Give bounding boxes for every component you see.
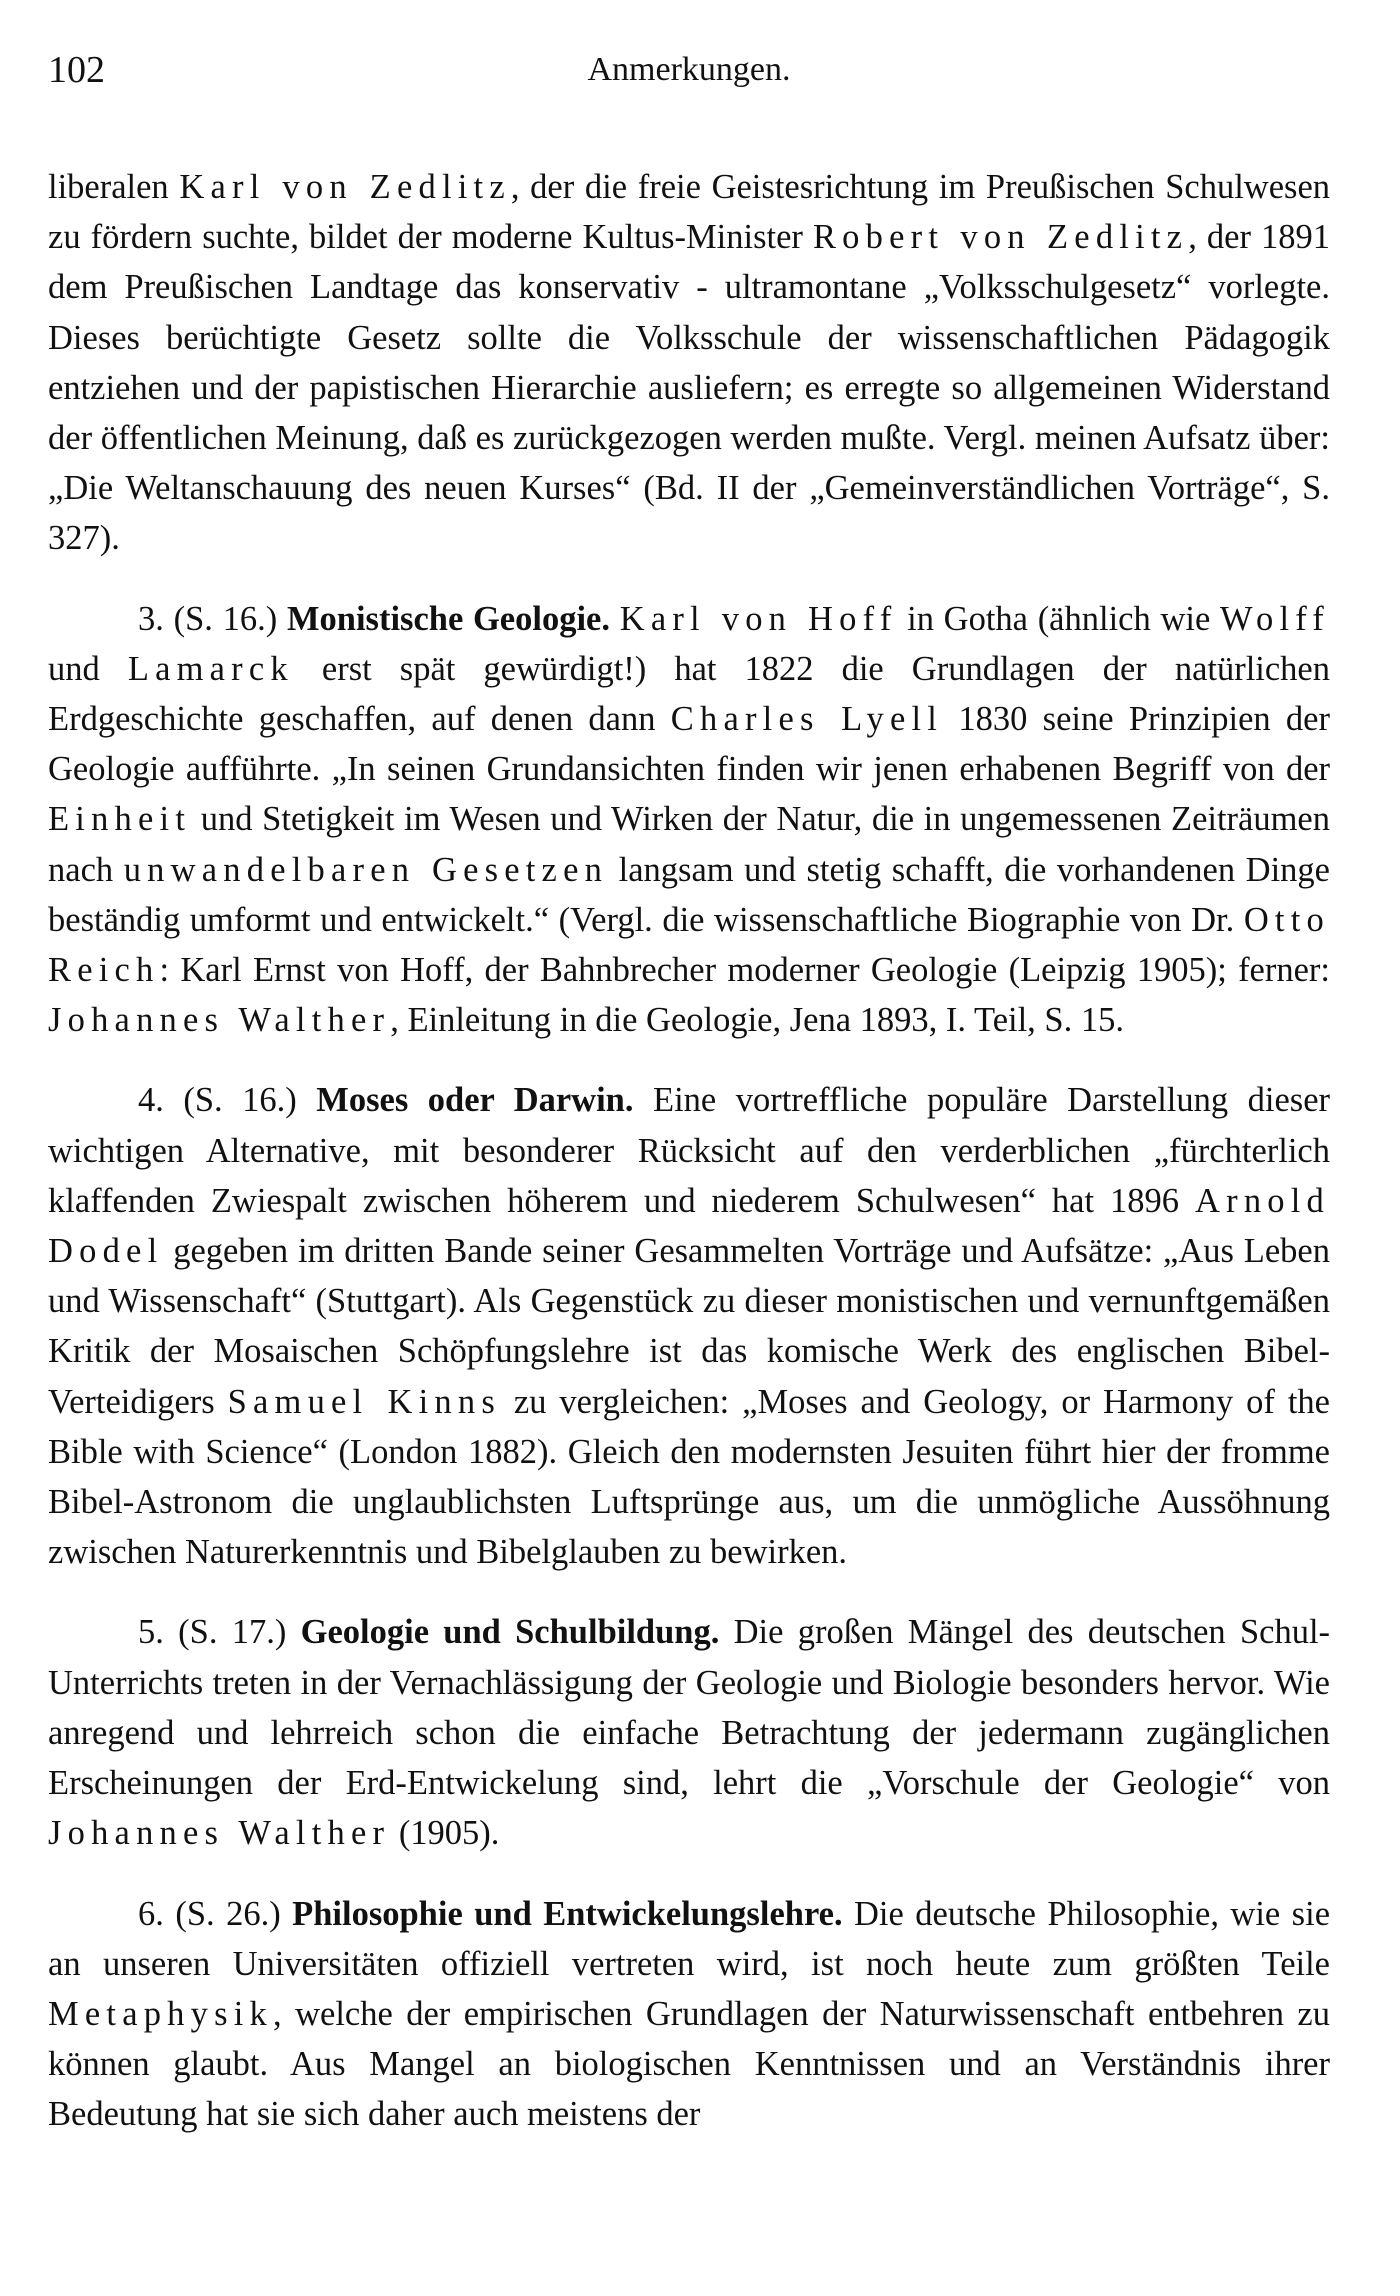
note-page-ref: (S. 16.)	[183, 1081, 297, 1120]
text-run: : Karl Ernst von Hoff, der Bahnbrecher moderner Geologie (Leipzig 1905); ferner:	[159, 951, 1330, 990]
emphasis: Einheit	[48, 800, 192, 839]
text-run: Die großen Mängel des deutschen Schul-Unterrichts treten in der Vernachlässigung der Geologie und Biologie besonders hervor. Wie anregend und lehrreich schon die einfache Betrachtung der jedermann zugänglichen Erscheinungen der Erd-Entwickelung sind, lehrt die „Vorschule der Geologie“ von	[48, 1613, 1331, 1803]
person-name: Wolff	[1219, 599, 1331, 638]
text-run: (1905).	[390, 1814, 500, 1853]
text-run: Die deutsche Philosophie, wie sie an unseren Universitäten offiziell vertreten wird, ist noch heute zum größten Teile	[48, 1894, 1331, 1983]
text-run: , der die freie Geistesrichtung im Preußischen Schulwesen zu fördern suchte, bildet der moderne Kultus-Minister	[48, 168, 1331, 257]
person-name: Robert von Zedlitz	[812, 218, 1189, 257]
text-run: gegeben im dritten Bande seiner Gesammelten Vorträge und Aufsätze: „Aus Leben und Wissenschaft“ (Stuttgart). Als Gegenstück zu dieser monistischen und vernunftgemäßen Kritik der Mosaischen Schöpfungslehre ist das komische Werk des englischen Bibel-Verteidigers	[48, 1232, 1330, 1421]
note-6	[48, 1889, 1330, 2140]
running-title: Anmerkungen.	[587, 51, 791, 88]
note-4	[48, 1075, 1330, 1577]
person-name: Lamarck	[127, 649, 294, 688]
note-title: Monistische Geologie.	[286, 599, 610, 638]
text-run	[610, 600, 620, 638]
running-head	[48, 40, 1330, 100]
text-run: und	[48, 649, 128, 688]
note-number: 6.	[138, 1894, 164, 1933]
text-run: 1830 seine Prinzipien der Geologie aufführte. „In seinen Grundansichten finden wir jenen erhabenen Begriff von der	[48, 700, 1330, 789]
note-5	[48, 1607, 1330, 1858]
text-run: erst spät gewürdigt!) hat 1822 die Grundlagen der natürlichen Erdgeschichte geschaffen, auf denen dann	[48, 649, 1330, 739]
text-run: langsam und stetig schafft, die vorhandenen Dinge beständig umformt und entwickelt.“ (Vergl. die wissenschaftliche Biographie von Dr.	[48, 850, 1330, 939]
text-run: , der 1891 dem Preußischen Landtage das konservativ - ultramontane „Volksschulgesetz“ vorlegte. Dieses berüchtigte Gesetz sollte die Volksschule der wissenschaftlichen Pädagogik entziehen und der papistischen Hierarchie ausliefern; es erregte so allgemeinen Widerstand der öffentlichen Meinung, daß es zurückgezogen werden mußte. Vergl. meinen Aufsatz über: „Die Weltanschauung des neuen Kurses“ (Bd. II der „Gemeinverständlichen Vorträge“, S. 327).	[48, 218, 1330, 558]
emphasis: unwandelbaren Gesetzen	[123, 850, 609, 889]
note-title: Moses oder Darwin.	[316, 1081, 634, 1120]
text-run: , welche der empirischen Grundlagen der Naturwissenschaft entbehren zu können glaubt. Aus Mangel an biologischen Kenntnissen und an Verständnis ihrer Bedeutung hat sie sich daher auch meistens der	[48, 1994, 1330, 2134]
emphasis: Metaphysik	[48, 1994, 273, 2033]
text-run: Eine vortreffliche populäre Darstellung dieser wichtigen Alternative, mit besonderer Rücksicht auf den verderblichen „fürchterlich klaffenden Zwiespalt zwischen höherem und niederem Schulwesen“ hat 1896	[48, 1081, 1331, 1220]
intro-paragraph	[48, 162, 1330, 564]
text-run: und Stetigkeit im Wesen und Wirken der Natur, die in ungemessenen Zeiträumen nach	[48, 800, 1330, 889]
person-name: Charles Lyell	[670, 700, 944, 739]
person-name: Johannes Walther	[48, 1001, 391, 1040]
note-number: 4.	[138, 1081, 164, 1120]
text-run: zu vergleichen: „Moses and Geology, or Harmony of the Bible with Science“ (London 1882). Gleich den modernsten Jesuiten führt hier der fromme Bibel-Astronom die unglaublichsten Luftsprünge aus, um die unmögliche Aussöhnung zwischen Naturerkenntnis und Bibelglauben zu bewirken.	[48, 1382, 1330, 1572]
note-number: 5.	[138, 1613, 164, 1652]
person-name: Samuel Kinns	[227, 1382, 501, 1421]
note-title: Philosophie und Entwickelungslehre.	[292, 1894, 843, 1933]
person-name: Karl von Hoff	[619, 599, 898, 638]
page-number: 102	[48, 49, 105, 91]
text-run: in Gotha (ähnlich wie	[897, 599, 1220, 638]
note-title: Geologie und Schulbildung.	[300, 1613, 720, 1652]
note-number: 3.	[138, 599, 164, 638]
note-page-ref: (S. 17.)	[178, 1613, 287, 1652]
person-name: Otto Reich	[48, 900, 1330, 990]
note-page-ref: (S. 16.)	[173, 599, 278, 638]
person-name: Johannes Walther	[48, 1814, 391, 1853]
person-name: Arnold Dodel	[48, 1181, 1330, 1271]
text-run: liberalen	[48, 168, 180, 206]
text-run: , Einleitung in die Geologie, Jena 1893, I. Teil, S. 15.	[390, 1001, 1124, 1040]
note-3	[48, 594, 1330, 1046]
body-text	[48, 162, 1330, 2140]
note-page-ref: (S. 26.)	[175, 1894, 281, 1933]
person-name: Karl von Zedlitz	[179, 168, 511, 206]
